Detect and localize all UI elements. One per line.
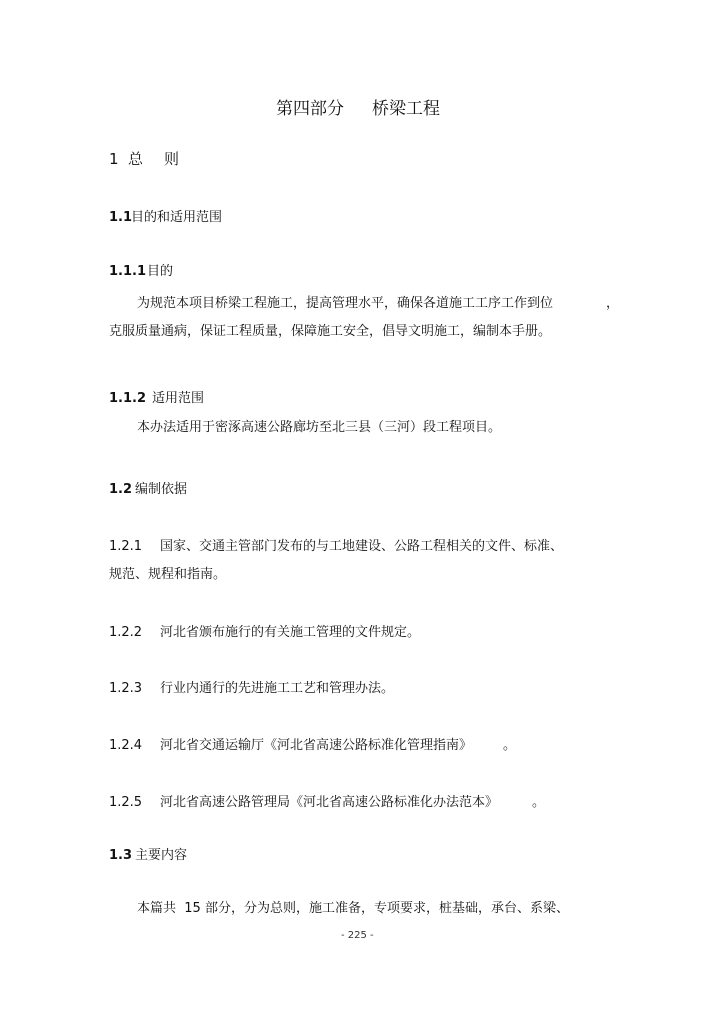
section-1-1-1-number: 1.1.1	[109, 264, 147, 279]
section-1-2-number: 1.2	[109, 482, 133, 497]
basis-item-tail: 。	[532, 795, 546, 810]
basis-item-number: 1.2.5	[109, 795, 143, 810]
purpose-paragraph-line-1-end: ，	[606, 296, 620, 311]
purpose-paragraph-line-2: 克服质量通病，保证工程质量，保障施工安全，倡导文明施工，编制本手册。	[109, 324, 552, 339]
basis-item-text: 国家、交通主管部门发布的与工地建设、公路工程相关的文件、标准、	[160, 539, 564, 554]
part-number: 第四部分	[276, 99, 344, 119]
section-1-3-title: 主要内容	[135, 848, 188, 863]
section-1-1-1-title: 目的	[147, 264, 174, 279]
basis-item-text-line-2: 规范、规程和指南。	[109, 567, 227, 582]
basis-item-tail: 。	[503, 738, 517, 753]
section-1-1-2-title: 适用范围	[152, 391, 205, 406]
section-1-number: 1	[109, 150, 119, 168]
section-1-title-b: 则	[164, 150, 180, 168]
page-number: - 225 -	[341, 930, 374, 941]
basis-item-text: 行业内通行的先进施工工艺和管理办法。	[160, 681, 395, 696]
basis-item-number: 1.2.1	[109, 539, 143, 554]
basis-item-number: 1.2.4	[109, 738, 143, 753]
section-1-2-title: 编制依据	[135, 482, 188, 497]
basis-item-text: 河北省颁布施行的有关施工管理的文件规定。	[160, 625, 421, 640]
contents-paragraph-line-1: 本篇共 15 部分，分为总则，施工准备，专项要求，桩基础，承台、系梁、	[137, 901, 569, 916]
basis-item-number: 1.2.2	[109, 625, 143, 640]
part-title: 桥梁工程	[372, 99, 440, 119]
basis-item-text: 河北省高速公路管理局《河北省高速公路标准化办法范本》	[160, 795, 499, 810]
purpose-paragraph-line-1: 为规范本项目桥梁工程施工，提高管理水平，确保各道施工工序工作到位	[137, 296, 554, 311]
section-1-1-number: 1.1	[109, 210, 133, 225]
section-1-title-a: 总	[128, 150, 144, 168]
basis-item-text: 河北省交通运输厅《河北省高速公路标准化管理指南》	[160, 738, 473, 753]
basis-item-number: 1.2.3	[109, 681, 143, 696]
section-1-1-title: 目的和适用范围	[131, 210, 223, 225]
section-1-1-2-number: 1.1.2	[109, 391, 147, 406]
scope-paragraph: 本办法适用于密涿高速公路廊坊至北三县（三河）段工程项目。	[137, 420, 502, 435]
section-1-3-number: 1.3	[109, 848, 133, 863]
